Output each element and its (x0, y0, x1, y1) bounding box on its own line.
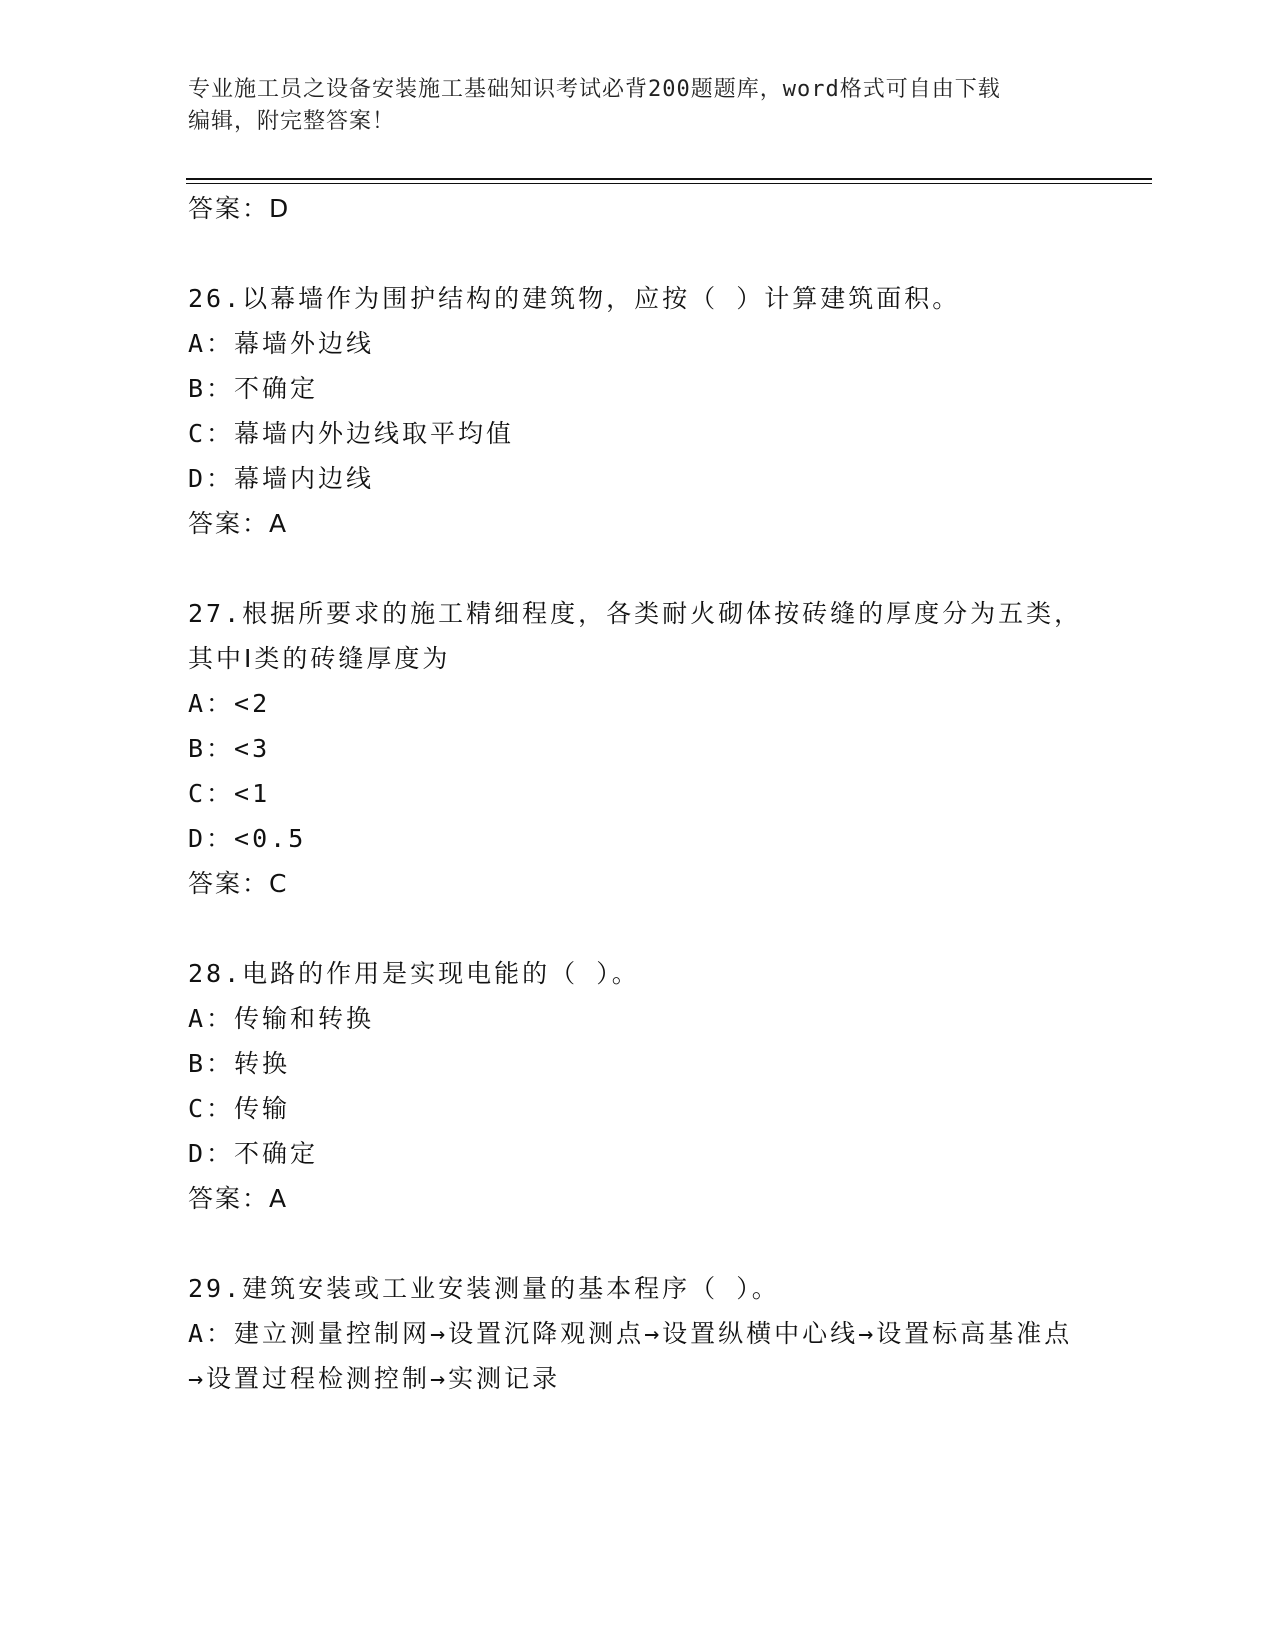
option-b: B：<3 (188, 734, 271, 763)
option-a: A：幕墙外边线 (188, 329, 375, 358)
question-29 (188, 1266, 1088, 1401)
option-b: B：转换 (188, 1049, 291, 1078)
answer: 答案：A (188, 1184, 289, 1213)
answer: 答案：C (188, 869, 289, 898)
option-d: D：不确定 (188, 1139, 319, 1168)
page-header (188, 74, 1068, 138)
option-d: D：<0.5 (188, 824, 307, 853)
option-c: C：传输 (188, 1094, 291, 1123)
option-c: C：幕墙内外边线取平均值 (188, 419, 515, 448)
option-a: A：<2 (188, 689, 271, 718)
question-28 (188, 951, 1088, 1221)
question-27 (188, 591, 1088, 906)
question-text: 28.电路的作用是实现电能的（ ）。 (188, 959, 640, 988)
option-a: A：建立测量控制网→设置沉降观测点→设置纵横中心线→设置标高基准点→设置过程检测控制→实测记录 (188, 1319, 1073, 1393)
question-text: 26.以幕墙作为围护结构的建筑物，应按（ ）计算建筑面积。 (188, 284, 961, 313)
question-26 (188, 276, 1088, 546)
document-body (188, 186, 1088, 1401)
option-a: A：传输和转换 (188, 1004, 375, 1033)
option-b: B：不确定 (188, 374, 319, 403)
previous-answer: 答案：D (188, 194, 291, 223)
question-text: 27.根据所要求的施工精细程度，各类耐火砌体按砖缝的厚度分为五类，其中Ⅰ类的砖缝厚度为 (188, 599, 1083, 673)
option-c: C：<1 (188, 779, 271, 808)
question-text: 29.建筑安装或工业安装测量的基本程序（ ）。 (188, 1274, 780, 1303)
answer: 答案：A (188, 509, 289, 538)
header-line-2: 编辑，附完整答案！ (188, 109, 396, 134)
header-rule-thick (186, 178, 1152, 180)
option-d: D：幕墙内边线 (188, 464, 375, 493)
header-line-1: 专业施工员之设备安装施工基础知识考试必背200题题库，word格式可自由下载 (188, 77, 1001, 102)
header-rule-thin (186, 183, 1152, 184)
